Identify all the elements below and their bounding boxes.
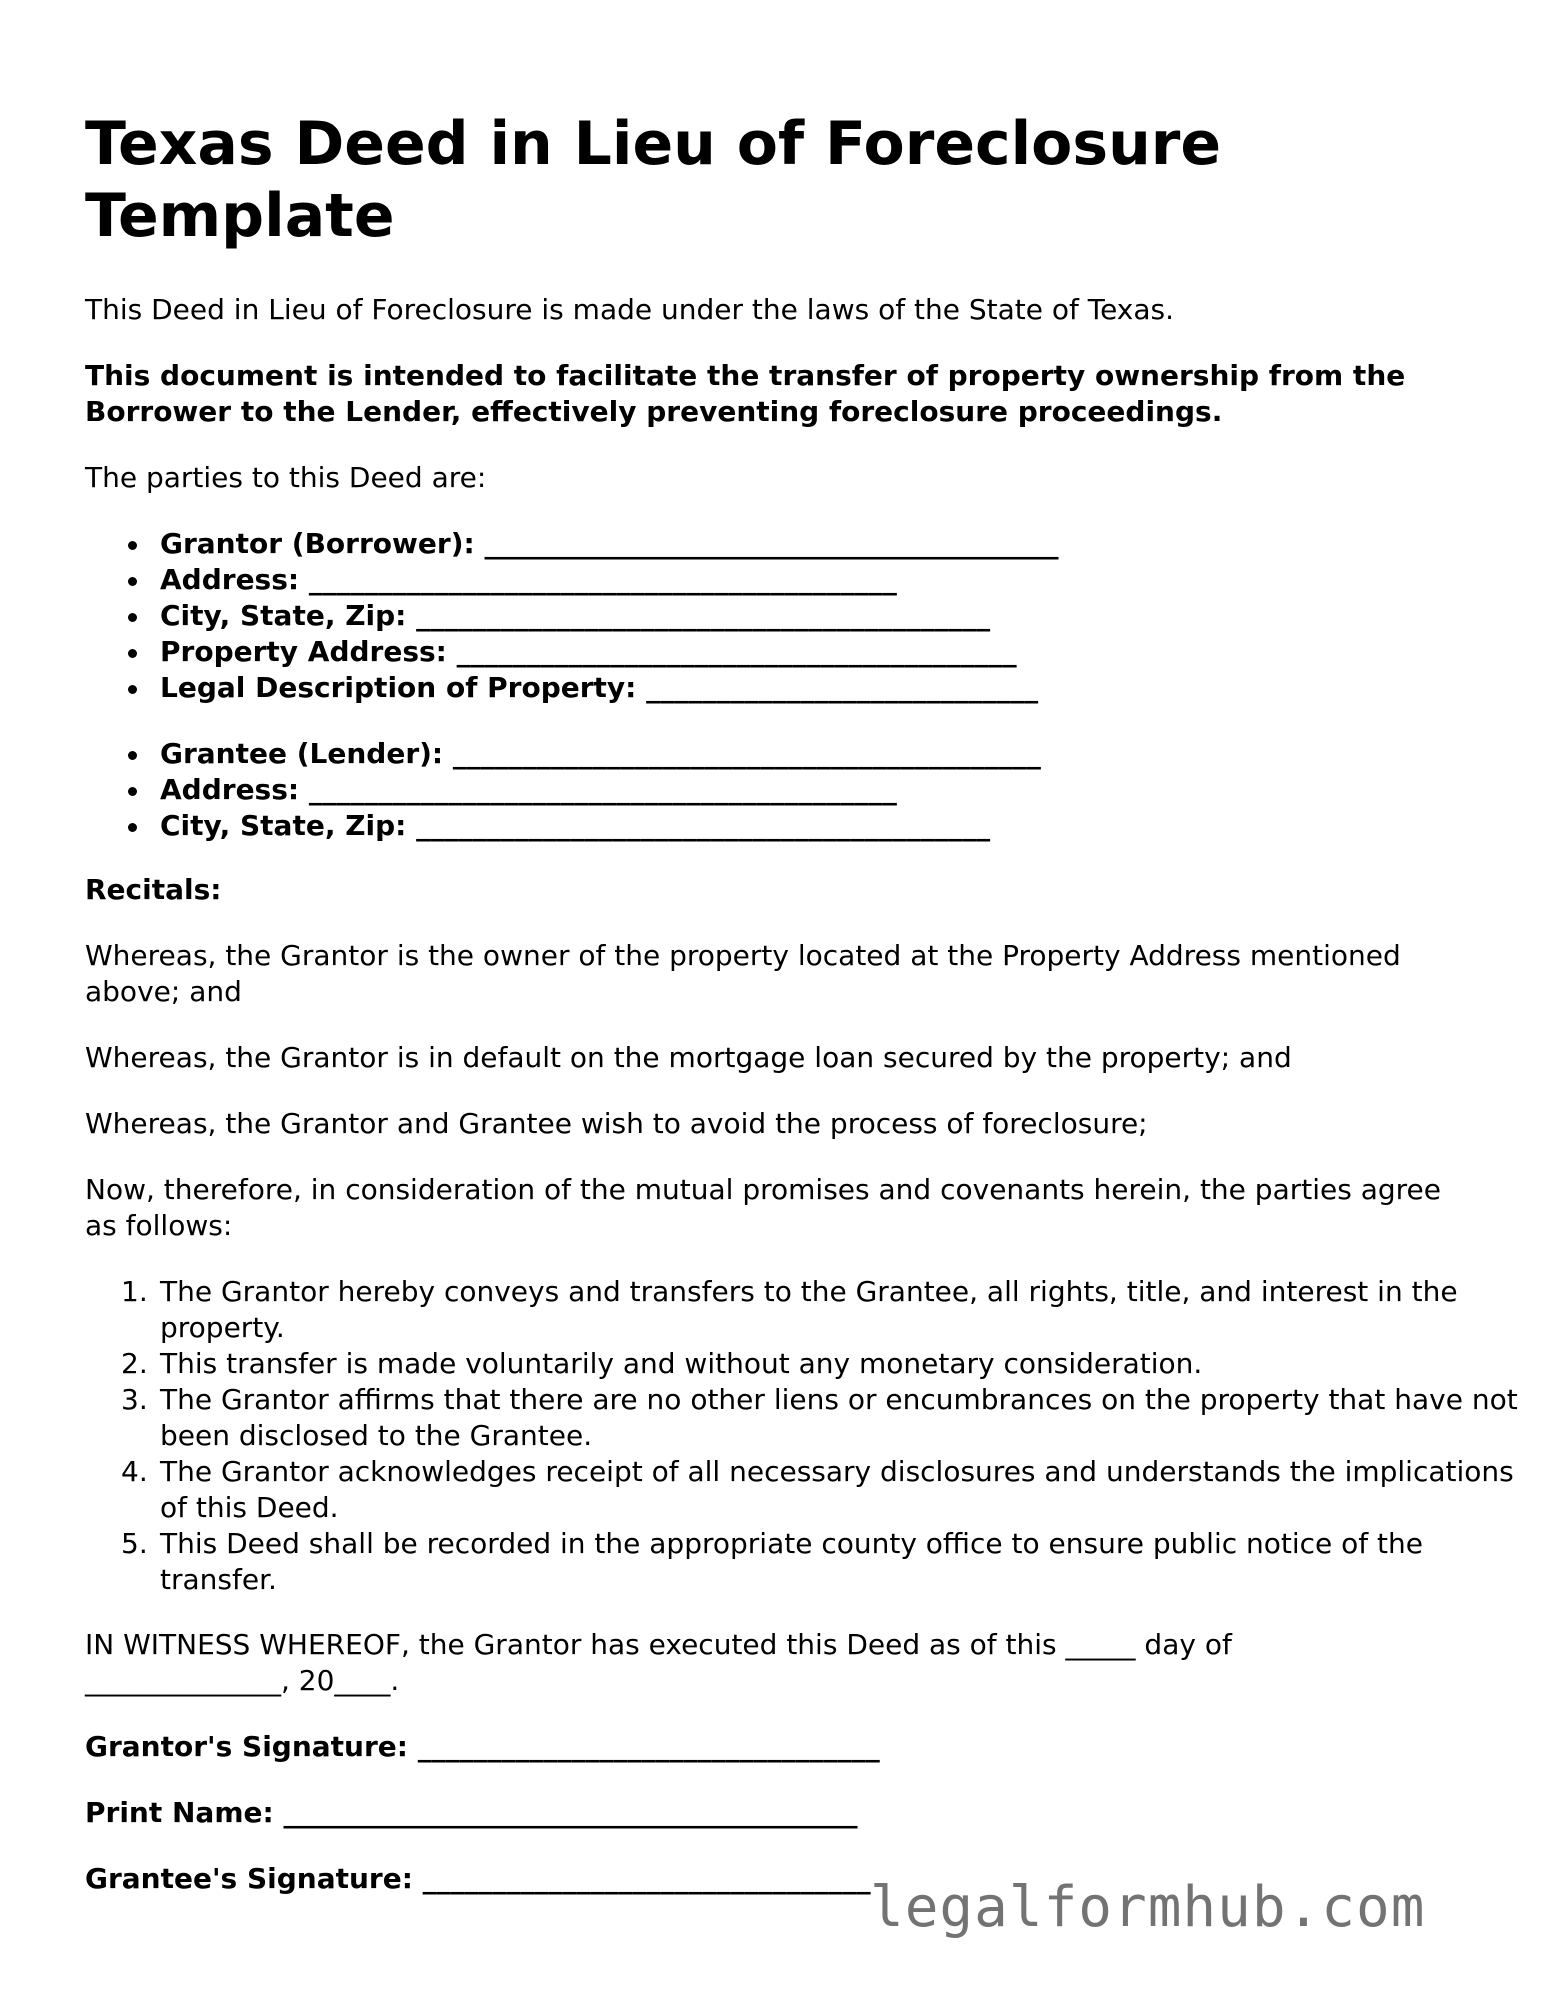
- term-item: [85, 1526, 1540, 1598]
- recital-4: Now, therefore, in consideration of the mutual promises and covenants herein, the parties agree as follows:: [85, 1173, 1450, 1242]
- recital-3: Whereas, the Grantor and Grantee wish to avoid the process of foreclosure;: [85, 1107, 1148, 1140]
- grantee-address-field: [85, 772, 1041, 808]
- term-number: 3.: [121, 1383, 148, 1416]
- grantor-fields-list: [85, 526, 1058, 706]
- term-number: 2.: [121, 1347, 148, 1380]
- signature-blank[interactable]: _________________________________: [417, 1730, 880, 1763]
- field-label: Address:: [160, 773, 300, 806]
- recital-2: Whereas, the Grantor is in default on the mortgage loan secured by the property; and: [85, 1041, 1292, 1074]
- legal-description-field: [85, 670, 1058, 706]
- grantee-city-field: [85, 808, 1041, 844]
- field-label: City, State, Zip:: [160, 809, 407, 842]
- signature-blank[interactable]: _________________________________________: [283, 1796, 858, 1829]
- terms-list: [85, 1274, 1540, 1598]
- print-name-line: [85, 1795, 857, 1831]
- field-blank[interactable]: _________________________________________: [484, 527, 1059, 560]
- field-blank[interactable]: __________________________________________: [452, 737, 1041, 770]
- recitals-heading: Recitals:: [85, 873, 222, 906]
- field-label: City, State, Zip:: [160, 599, 407, 632]
- term-item: [85, 1274, 1540, 1346]
- term-text: The Grantor affirms that there are no other liens or encumbrances on the property that have not been disclosed to the Grantee.: [160, 1383, 1518, 1452]
- purpose-text: This document is intended to facilitate the transfer of property ownership from the Borrower to the Lender, effectively preventing foreclosure proceedings.: [85, 359, 1415, 428]
- bullet-icon: [128, 751, 137, 760]
- field-blank[interactable]: _________________________________________: [416, 809, 991, 842]
- field-label: Address:: [160, 563, 300, 596]
- page-title: Texas Deed in Lieu of Foreclosure Template: [85, 109, 1222, 251]
- term-item: [85, 1454, 1540, 1526]
- bullet-icon: [128, 685, 137, 694]
- bullet-icon: [128, 787, 137, 796]
- field-label: Grantor (Borrower):: [160, 527, 475, 560]
- bullet-icon: [128, 649, 137, 658]
- witness-clause: IN WITNESS WHEREOF, the Grantor has executed this Deed as of this _____ day of ______________, 20____.: [85, 1628, 1241, 1697]
- term-text: This transfer is made voluntarily and without any monetary consideration.: [160, 1347, 1203, 1380]
- grantee-name-field: [85, 736, 1041, 772]
- grantor-signature-line: [85, 1729, 880, 1765]
- term-text: The Grantor acknowledges receipt of all necessary disclosures and understands the implications of this Deed.: [160, 1455, 1514, 1524]
- field-label: Legal Description of Property:: [160, 671, 637, 704]
- field-blank[interactable]: ________________________________________: [456, 635, 1017, 668]
- bullet-icon: [128, 823, 137, 832]
- watermark-text: legalformhub.com: [870, 1875, 1426, 1940]
- term-number: 4.: [121, 1455, 148, 1488]
- parties-intro: The parties to this Deed are:: [85, 461, 487, 494]
- field-label: Property Address:: [160, 635, 447, 668]
- term-number: 1.: [121, 1275, 148, 1308]
- field-blank[interactable]: ____________________________: [646, 671, 1039, 704]
- term-text: This Deed shall be recorded in the appropriate county office to ensure public notice of the transfer.: [160, 1527, 1424, 1596]
- term-item: [85, 1346, 1540, 1382]
- bullet-icon: [128, 577, 137, 586]
- term-text: The Grantor hereby conveys and transfers to the Grantee, all rights, title, and interest in the property.: [160, 1275, 1458, 1344]
- grantor-name-field: [85, 526, 1058, 562]
- grantor-address-field: [85, 562, 1058, 598]
- field-blank[interactable]: __________________________________________: [308, 773, 897, 806]
- term-number: 5.: [121, 1527, 148, 1560]
- property-address-field: [85, 634, 1058, 670]
- bullet-icon: [128, 613, 137, 622]
- grantee-signature-line: [85, 1861, 871, 1897]
- grantor-city-field: [85, 598, 1058, 634]
- bullet-icon: [128, 541, 137, 550]
- signature-label: Grantee's Signature:: [85, 1862, 413, 1895]
- field-blank[interactable]: _________________________________________: [416, 599, 991, 632]
- recital-1: Whereas, the Grantor is the owner of the property located at the Property Address mentioned above; and: [85, 939, 1410, 1008]
- signature-label: Grantor's Signature:: [85, 1730, 408, 1763]
- field-blank[interactable]: __________________________________________: [308, 563, 897, 596]
- field-label: Grantee (Lender):: [160, 737, 444, 770]
- term-item: [85, 1382, 1540, 1454]
- signature-label: Print Name:: [85, 1796, 274, 1829]
- grantee-fields-list: [85, 736, 1041, 844]
- signature-blank[interactable]: ________________________________: [422, 1862, 871, 1895]
- intro-text: This Deed in Lieu of Foreclosure is made under the laws of the State of Texas.: [85, 293, 1175, 326]
